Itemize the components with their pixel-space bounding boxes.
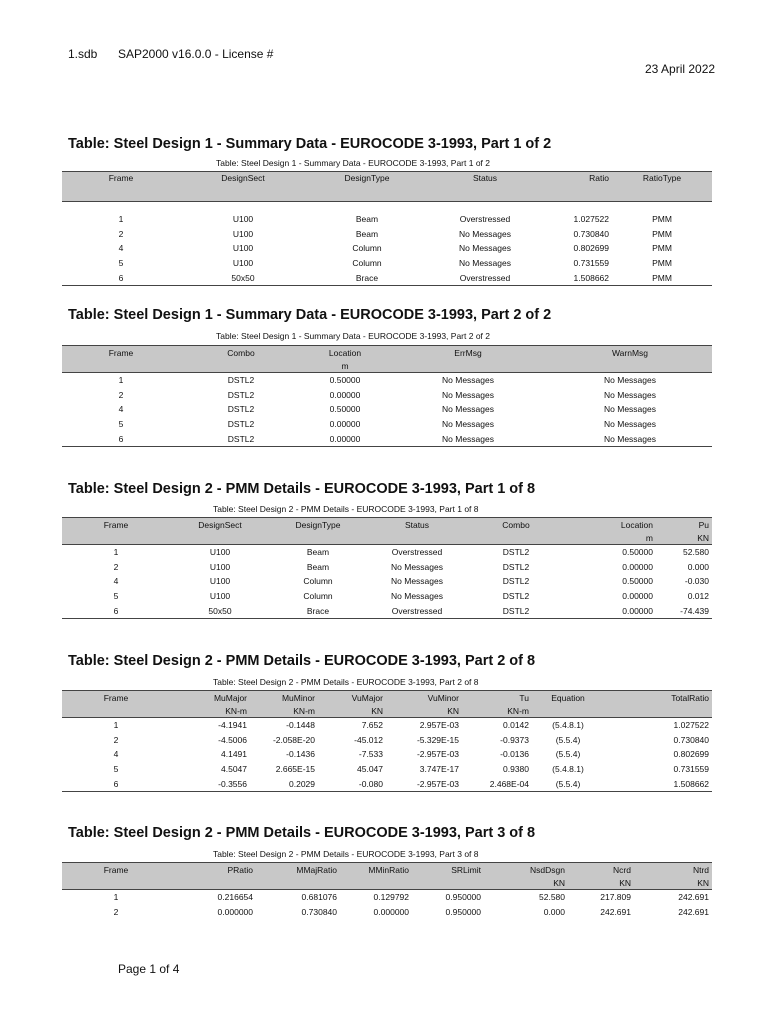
table-cell: PMM [652, 228, 672, 239]
table-cell: PMM [652, 214, 672, 225]
column-header: Frame [62, 863, 170, 877]
table-header-row [62, 691, 712, 705]
table-cell: 0.730840 [301, 906, 337, 917]
table-cell: No Messages [391, 561, 443, 572]
table-row [62, 762, 712, 777]
table-cell: DSTL2 [468, 603, 564, 618]
column-header: MMinRatio [340, 863, 412, 877]
table-cell: No Messages [442, 389, 494, 400]
table-cell: 2 [113, 561, 119, 572]
table-cell: -0.9373 [500, 734, 529, 745]
table-cell: 0.00000 [329, 419, 361, 430]
table-header-row [62, 518, 712, 532]
table-cell: -0.1436 [286, 749, 315, 760]
table-cell: 1.027522 [573, 214, 609, 225]
table-cell: -0.0136 [500, 749, 529, 760]
table-row [62, 431, 712, 446]
table-row [62, 227, 712, 242]
table-row [62, 212, 712, 227]
unit-cell [62, 704, 170, 718]
column-header: NsdDsgn [484, 863, 568, 877]
table-cell: 0.50000 [622, 547, 653, 558]
table-units-row [62, 531, 712, 545]
table-cell: U100 [209, 561, 231, 572]
column-header: Location [564, 518, 656, 532]
table-row [62, 388, 712, 403]
table-cell: Column [303, 591, 333, 602]
table-cell: 6 [62, 776, 170, 791]
table-cell: Column [303, 576, 333, 587]
table-cell: 0.50000 [329, 404, 361, 415]
table-cell: 1 [113, 547, 119, 558]
table-cell: 0.000 [543, 906, 565, 917]
table-cell: No Messages [604, 419, 656, 430]
table-row [62, 718, 712, 733]
table-cell: -2.058E-20 [272, 734, 315, 745]
table-cell: 0.000000 [217, 906, 253, 917]
report-date: 23 April 2022 [645, 62, 716, 76]
table-cell: 52.580 [683, 547, 709, 558]
table-cell: Brace [270, 603, 366, 618]
data-table [62, 690, 712, 792]
table-cell: 2 [113, 734, 119, 745]
table-cell: 4 [113, 749, 119, 760]
table-cell: -0.030 [684, 576, 709, 587]
section-title: Table: Steel Design 1 - Summary Data - EUROCODE 3-1993, Part 1 of 2 [68, 136, 552, 152]
table-cell: -45.012 [354, 734, 383, 745]
table-cell: 1 [118, 375, 124, 386]
table-cell: Beam [306, 561, 330, 572]
table-cell: 1.508662 [542, 270, 612, 285]
table-caption: Table: Steel Design 1 - Summary Data - EUROCODE 3-1993, Part 2 of 2 [216, 331, 491, 341]
table-cell: 6 [62, 603, 170, 618]
unit-cell: KN-m [170, 704, 250, 718]
column-header: VuMajor [318, 691, 386, 705]
table-cell: No Messages [459, 243, 511, 254]
column-header: Frame [62, 346, 180, 360]
table-cell: 242.691 [600, 906, 631, 917]
table-cell: (5.5.4) [555, 749, 581, 760]
table-cell: 2.957E-03 [419, 720, 459, 731]
table-row [62, 417, 712, 432]
table-cell: 52.580 [539, 892, 565, 903]
table-cell: Overstressed [459, 214, 511, 225]
table-cell: -0.080 [318, 776, 386, 791]
table-row [62, 560, 712, 575]
table-cell: 4 [113, 576, 119, 587]
table-cell: 0.731559 [673, 764, 709, 775]
table-cell: 0.50000 [329, 375, 361, 386]
column-header: MMajRatio [256, 863, 340, 877]
table-cell: Beam [355, 228, 379, 239]
table-cell: 0.950000 [445, 892, 481, 903]
table-cell: 5 [113, 764, 119, 775]
column-header: Ncrd [568, 863, 634, 877]
table-cell: 2 [113, 906, 119, 917]
data-table [62, 517, 712, 619]
table-cell: Column [352, 243, 382, 254]
table-cell: 1 [118, 214, 124, 225]
table-cell: 2.665E-15 [275, 764, 315, 775]
table-cell: 6 [62, 270, 180, 285]
column-header: Ntrd [634, 863, 712, 877]
table-row [62, 603, 712, 618]
table-cell: No Messages [391, 576, 443, 587]
unit-cell: m [302, 359, 388, 373]
column-header: Location [302, 346, 388, 360]
program-license: SAP2000 v16.0.0 - License # [118, 47, 274, 61]
table-cell: 2 [118, 228, 124, 239]
table-cell: 0.00000 [564, 603, 656, 618]
table-cell: 1 [113, 892, 119, 903]
unit-cell [532, 704, 604, 718]
table-cell: 0.681076 [301, 892, 337, 903]
table-cell: 0.00000 [302, 431, 388, 446]
table-cell: No Messages [442, 419, 494, 430]
data-table [62, 862, 712, 919]
table-cell: -4.5006 [218, 734, 247, 745]
table-row [62, 545, 712, 560]
column-header: DesignType [306, 172, 428, 202]
table-cell: 1.027522 [673, 720, 709, 731]
table-row [62, 256, 712, 271]
table-row [62, 373, 712, 388]
table-caption: Table: Steel Design 1 - Summary Data - EUROCODE 3-1993, Part 1 of 2 [216, 158, 491, 168]
column-header: VuMinor [386, 691, 462, 705]
section-title: Table: Steel Design 2 - PMM Details - EUROCODE 3-1993, Part 1 of 8 [68, 481, 536, 497]
table-cell: -0.3556 [170, 776, 250, 791]
column-header: MuMajor [170, 691, 250, 705]
section-title: Table: Steel Design 2 - PMM Details - EUROCODE 3-1993, Part 3 of 8 [68, 825, 536, 841]
unit-cell: KN [484, 876, 568, 890]
table-cell: U100 [209, 547, 231, 558]
table-cell: 0.802699 [573, 243, 609, 254]
table-cell: 0.730840 [673, 734, 709, 745]
unit-cell: KN [318, 704, 386, 718]
table-cell: 0.731559 [573, 258, 609, 269]
unit-cell: KN [568, 876, 634, 890]
table-cell: Overstressed [428, 270, 542, 285]
unit-cell [340, 876, 412, 890]
table-cell: DSTL2 [227, 375, 255, 386]
table-header-row [62, 863, 712, 877]
table-cell: DSTL2 [227, 389, 255, 400]
table-cell: 0.50000 [622, 576, 653, 587]
table-cell: DSTL2 [502, 547, 530, 558]
unit-cell [180, 359, 302, 373]
column-header: ErrMsg [388, 346, 548, 360]
table-cell: 242.691 [678, 892, 709, 903]
table-cell: 5 [118, 419, 124, 430]
table-cell: PMM [612, 270, 712, 285]
table-cell: 4 [118, 243, 124, 254]
table-row [62, 574, 712, 589]
table-cell: No Messages [459, 228, 511, 239]
unit-cell: KN [656, 531, 712, 545]
table-cell: -2.957E-03 [416, 749, 459, 760]
table-cell: 217.809 [600, 892, 631, 903]
table-cell: 0.012 [687, 591, 709, 602]
unit-cell: KN-m [250, 704, 318, 718]
table-caption: Table: Steel Design 2 - PMM Details - EUROCODE 3-1993, Part 1 of 8 [213, 504, 479, 514]
table-cell: DSTL2 [502, 561, 530, 572]
unit-cell [604, 704, 712, 718]
table-cell: DSTL2 [502, 576, 530, 587]
unit-cell [270, 531, 366, 545]
table-row [62, 733, 712, 748]
unit-cell [62, 876, 170, 890]
unit-cell [62, 531, 170, 545]
table-cell: Beam [355, 214, 379, 225]
unit-cell [388, 359, 548, 373]
table-cell: U100 [232, 214, 254, 225]
table-cell: 0.802699 [673, 749, 709, 760]
column-header: DesignSect [170, 518, 270, 532]
unit-cell: m [564, 531, 656, 545]
table-cell: U100 [209, 576, 231, 587]
table-cell: Beam [306, 547, 330, 558]
table-row [62, 202, 712, 213]
table-cell: 0.216654 [217, 892, 253, 903]
table-cell: PMM [652, 243, 672, 254]
table-cell: No Messages [604, 375, 656, 386]
table-cell: 0.000000 [373, 906, 409, 917]
unit-cell [170, 531, 270, 545]
table-cell: 2 [118, 389, 124, 400]
table-cell: U100 [232, 243, 254, 254]
column-header: TotalRatio [604, 691, 712, 705]
table-units-row [62, 704, 712, 718]
table-cell: -7.533 [358, 749, 383, 760]
table-cell: 4 [118, 404, 124, 415]
table-cell: 0.950000 [445, 906, 481, 917]
table-cell: No Messages [442, 375, 494, 386]
table-cell: 0.000 [687, 561, 709, 572]
column-header: PRatio [170, 863, 256, 877]
table-cell: 3.747E-17 [419, 764, 459, 775]
table-cell: (5.4.8.1) [552, 764, 584, 775]
unit-cell [468, 531, 564, 545]
table-cell: 5 [113, 591, 119, 602]
table-cell: No Messages [459, 258, 511, 269]
table-cell: (5.5.4) [555, 734, 581, 745]
column-header: Pu [656, 518, 712, 532]
table-cell: No Messages [604, 404, 656, 415]
data-table [62, 345, 712, 447]
file-name: 1.sdb [68, 47, 98, 61]
column-header: DesignType [270, 518, 366, 532]
column-header: MuMinor [250, 691, 318, 705]
table-row [62, 270, 712, 285]
column-header: Status [366, 518, 468, 532]
unit-cell [412, 876, 484, 890]
table-cell: 4.1491 [221, 749, 247, 760]
table-cell: (5.5.4) [532, 776, 604, 791]
table-cell: DSTL2 [180, 431, 302, 446]
unit-cell: KN-m [462, 704, 532, 718]
table-cell: -2.957E-03 [386, 776, 462, 791]
unit-cell [256, 876, 340, 890]
table-cell: Overstressed [391, 547, 443, 558]
table-cell: DSTL2 [227, 419, 255, 430]
table-units-row [62, 876, 712, 890]
table-cell: -5.329E-15 [416, 734, 459, 745]
table-cell: 0.00000 [622, 561, 653, 572]
column-header: Frame [62, 518, 170, 532]
column-header: Combo [180, 346, 302, 360]
table-cell: No Messages [388, 431, 548, 446]
page-number: Page 1 of 4 [118, 962, 180, 976]
section-title: Table: Steel Design 2 - PMM Details - EUROCODE 3-1993, Part 2 of 8 [68, 653, 536, 669]
table-cell: 0.00000 [622, 591, 653, 602]
table-row [62, 776, 712, 791]
column-header: WarnMsg [548, 346, 712, 360]
table-row [62, 241, 712, 256]
column-header: Frame [62, 172, 180, 202]
table-row [62, 402, 712, 417]
table-cell: U100 [232, 258, 254, 269]
table-caption: Table: Steel Design 2 - PMM Details - EUROCODE 3-1993, Part 3 of 8 [213, 849, 479, 859]
table-cell: 0.00000 [329, 389, 361, 400]
table-cell: -0.1448 [286, 720, 315, 731]
table-cell: No Messages [391, 591, 443, 602]
column-header: Ratio [542, 172, 612, 202]
column-header: Status [428, 172, 542, 202]
table-cell: DSTL2 [502, 591, 530, 602]
table-header-row [62, 172, 712, 202]
column-header: SRLimit [412, 863, 484, 877]
table-cell: 242.691 [678, 906, 709, 917]
table-cell: 0.129792 [373, 892, 409, 903]
column-header: Frame [62, 691, 170, 705]
table-cell: DSTL2 [227, 404, 255, 415]
column-header: Equation [532, 691, 604, 705]
column-header: Combo [468, 518, 564, 532]
table-cell: -4.1941 [218, 720, 247, 731]
table-header-row [62, 346, 712, 360]
table-cell: 2.468E-04 [462, 776, 532, 791]
table-cell: No Messages [604, 389, 656, 400]
unit-cell: KN [386, 704, 462, 718]
table-cell: U100 [209, 591, 231, 602]
table-cell: 50x50 [170, 603, 270, 618]
table-cell: 1.508662 [604, 776, 712, 791]
unit-cell [548, 359, 712, 373]
table-cell: 45.047 [357, 764, 383, 775]
column-header: Tu [462, 691, 532, 705]
table-cell: Overstressed [366, 603, 468, 618]
table-cell: 0.2029 [250, 776, 318, 791]
table-cell: Brace [306, 270, 428, 285]
table-row [62, 890, 712, 905]
table-cell: PMM [652, 258, 672, 269]
data-table [62, 171, 712, 286]
unit-cell [170, 876, 256, 890]
unit-cell [62, 359, 180, 373]
table-cell: 6 [62, 431, 180, 446]
unit-cell [366, 531, 468, 545]
table-cell: No Messages [548, 431, 712, 446]
table-cell: 50x50 [180, 270, 306, 285]
table-cell: U100 [232, 228, 254, 239]
table-cell: 4.5047 [221, 764, 247, 775]
table-cell: 5 [118, 258, 124, 269]
table-cell: 7.652 [361, 720, 383, 731]
table-row [62, 747, 712, 762]
table-row [62, 905, 712, 920]
table-cell: (5.4.8.1) [552, 720, 584, 731]
table-cell: 0.0142 [503, 720, 529, 731]
table-caption: Table: Steel Design 2 - PMM Details - EUROCODE 3-1993, Part 2 of 8 [213, 677, 479, 687]
table-units-row [62, 359, 712, 373]
table-cell: 0.9380 [503, 764, 529, 775]
table-cell: No Messages [442, 404, 494, 415]
column-header: RatioType [612, 172, 712, 202]
column-header: DesignSect [180, 172, 306, 202]
table-cell: 0.730840 [573, 228, 609, 239]
table-cell: 1 [113, 720, 119, 731]
table-row [62, 589, 712, 604]
table-cell: -74.439 [656, 603, 712, 618]
section-title: Table: Steel Design 1 - Summary Data - EUROCODE 3-1993, Part 2 of 2 [68, 307, 552, 323]
table-cell: Column [352, 258, 382, 269]
unit-cell: KN [634, 876, 712, 890]
